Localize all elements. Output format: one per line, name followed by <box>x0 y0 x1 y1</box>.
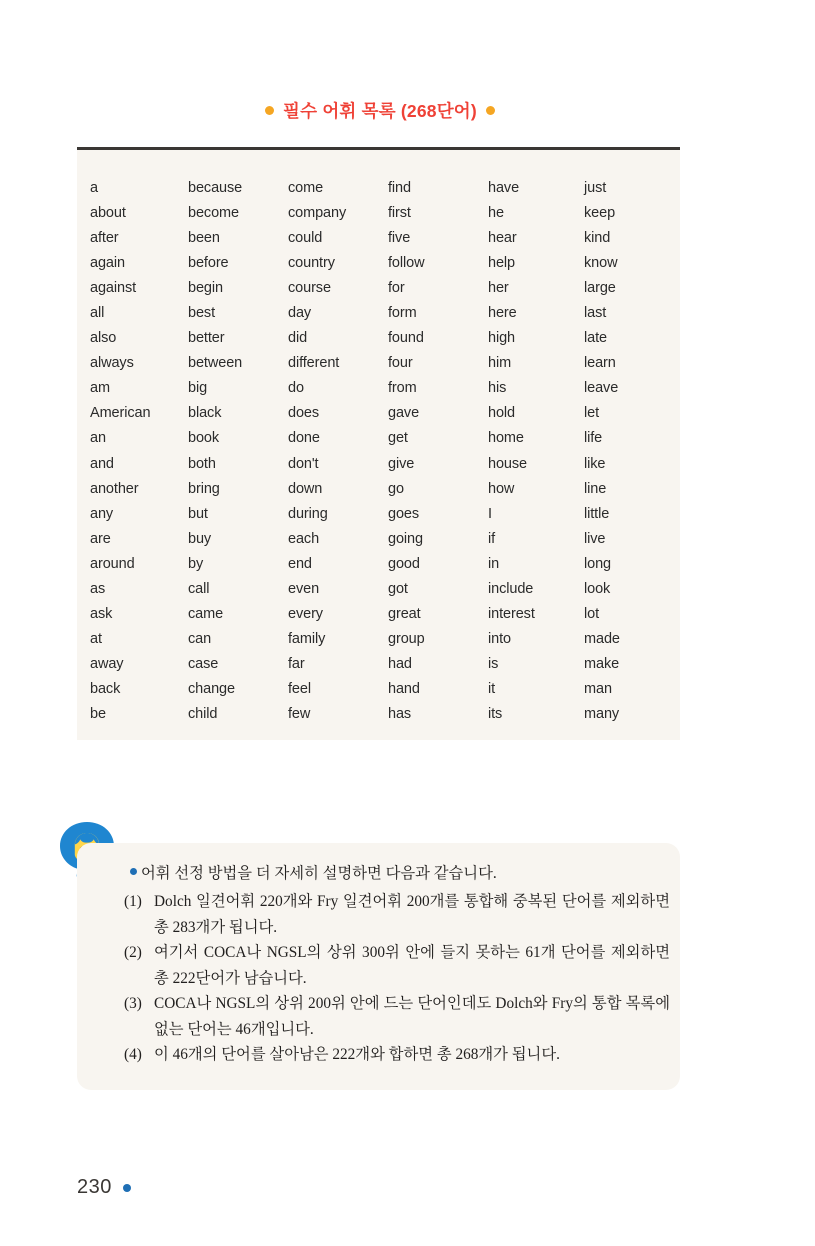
word-item: man <box>584 680 612 697</box>
word-item: his <box>488 380 507 397</box>
word-item: back <box>90 680 121 697</box>
word-item: child <box>188 705 218 722</box>
word-item: help <box>488 255 516 272</box>
word-item: done <box>288 430 320 447</box>
word-item: by <box>188 555 204 572</box>
note-content <box>124 862 670 1068</box>
word-item: bring <box>188 480 220 497</box>
word-item: did <box>288 330 308 347</box>
word-item: an <box>90 430 106 447</box>
word-item: big <box>188 380 208 397</box>
word-item: its <box>488 705 503 722</box>
word-item: away <box>90 655 124 672</box>
word-item: look <box>584 580 611 597</box>
word-item: don't <box>288 455 319 472</box>
word-item: her <box>488 280 509 297</box>
word-item: company <box>288 205 347 222</box>
word-item: even <box>288 580 320 597</box>
word-item: kind <box>584 230 611 247</box>
word-item: at <box>90 630 102 647</box>
word-item: many <box>584 705 620 722</box>
note-heading-text: 어휘 선정 방법을 더 자세히 설명하면 다음과 같습니다. <box>141 865 497 882</box>
word-item: day <box>288 305 312 322</box>
word-item: buy <box>188 530 212 547</box>
word-item: live <box>584 530 606 547</box>
word-item: include <box>488 580 534 597</box>
note-item-number: (3) <box>124 995 142 1012</box>
word-item: a <box>90 180 98 196</box>
word-item: high <box>488 330 516 347</box>
word-item: few <box>288 705 311 722</box>
word-item: are <box>90 530 111 547</box>
word-item: last <box>584 305 607 322</box>
page-title-text: 필수 어휘 목록 (268단어) <box>283 101 477 121</box>
word-item: group <box>388 630 425 647</box>
word-item: against <box>90 280 137 297</box>
page-number: 230 <box>77 1176 112 1198</box>
word-item: been <box>188 230 220 247</box>
note-heading <box>130 862 670 886</box>
word-item: late <box>584 330 607 347</box>
note-item <box>124 889 670 940</box>
word-item: he <box>488 205 504 222</box>
page-footer <box>77 1176 131 1199</box>
word-item: end <box>288 555 312 572</box>
word-item: also <box>90 330 117 347</box>
word-item: find <box>388 180 411 196</box>
word-item: hold <box>488 405 516 422</box>
word-item: five <box>388 230 411 247</box>
word-item: both <box>188 455 216 472</box>
word-item: home <box>488 430 524 447</box>
word-item: am <box>90 380 110 397</box>
word-item: begin <box>188 280 223 297</box>
word-item: does <box>288 405 320 422</box>
word-item: keep <box>584 205 616 222</box>
word-item: go <box>388 480 404 497</box>
word-item: make <box>584 655 620 672</box>
word-item: do <box>288 380 304 397</box>
word-item: always <box>90 355 134 372</box>
word-item: long <box>584 555 612 572</box>
word-item: good <box>388 555 420 572</box>
word-item: from <box>388 380 417 397</box>
word-item: here <box>488 305 517 322</box>
word-column-2 <box>188 176 288 727</box>
word-item: little <box>584 505 610 522</box>
word-list-panel <box>77 147 680 740</box>
title-dot-right-icon <box>486 106 495 115</box>
word-item: during <box>288 505 328 522</box>
word-item: life <box>584 430 603 447</box>
title-dot-left-icon <box>265 106 274 115</box>
word-item: have <box>488 180 520 196</box>
word-item: leave <box>584 380 619 397</box>
note-item <box>124 1042 670 1068</box>
word-item: has <box>388 705 412 722</box>
word-item: I <box>488 505 492 522</box>
page-title <box>0 98 760 123</box>
word-item: got <box>388 580 408 597</box>
word-item: give <box>388 455 415 472</box>
note-item-text: 여기서 COCA나 NGSL의 상위 300위 안에 들지 못하는 61개 단어를 제외하면 총 222단어가 남습니다. <box>154 944 670 987</box>
word-item: book <box>188 430 220 447</box>
word-item: how <box>488 480 515 497</box>
word-item: lot <box>584 605 600 622</box>
word-item: feel <box>288 680 311 697</box>
word-item: between <box>188 355 243 372</box>
word-item: about <box>90 205 126 222</box>
word-column-5 <box>488 176 584 727</box>
word-item: just <box>584 180 607 196</box>
word-item: is <box>488 655 499 672</box>
word-item: call <box>188 580 210 597</box>
word-item: each <box>288 530 320 547</box>
note-item <box>124 991 670 1042</box>
word-item: and <box>90 455 114 472</box>
word-item: around <box>90 555 135 572</box>
word-item: country <box>288 255 335 272</box>
word-list-grid <box>90 176 670 727</box>
word-item: all <box>90 305 105 322</box>
word-item: know <box>584 255 618 272</box>
word-item: before <box>188 255 229 272</box>
word-item: any <box>90 505 114 522</box>
word-item: but <box>188 505 208 522</box>
word-item: him <box>488 355 512 372</box>
word-item: better <box>188 330 225 347</box>
word-column-4 <box>388 176 488 727</box>
note-item-number: (4) <box>124 1046 142 1063</box>
word-item: can <box>188 630 212 647</box>
word-item: because <box>188 180 243 196</box>
word-item: come <box>288 180 324 196</box>
word-item: gave <box>388 405 420 422</box>
word-item: every <box>288 605 323 622</box>
word-column-3 <box>288 176 388 727</box>
note-item <box>124 940 670 991</box>
word-item: first <box>388 205 411 222</box>
word-item: be <box>90 705 106 722</box>
word-item: become <box>188 205 239 222</box>
word-item: into <box>488 630 511 647</box>
word-item: down <box>288 480 323 497</box>
word-item: like <box>584 455 606 472</box>
word-item: house <box>488 455 528 472</box>
word-item: as <box>90 580 106 597</box>
word-item: found <box>388 330 424 347</box>
word-item: learn <box>584 355 616 372</box>
note-bullet-icon <box>130 868 137 875</box>
word-item: American <box>90 405 151 422</box>
word-item: if <box>488 530 496 547</box>
word-item: interest <box>488 605 535 622</box>
word-column-1 <box>90 176 188 727</box>
word-item: again <box>90 255 125 272</box>
word-column-6 <box>584 176 670 727</box>
word-item: get <box>388 430 408 447</box>
word-item: change <box>188 680 235 697</box>
word-item: hand <box>388 680 420 697</box>
word-item: black <box>188 405 222 422</box>
word-item: going <box>388 530 423 547</box>
note-item-text: Dolch 일견어휘 220개와 Fry 일견어휘 200개를 통합해 중복된 단어를 제외하면 총 283개가 됩니다. <box>154 893 670 936</box>
word-item: four <box>388 355 413 372</box>
word-item: course <box>288 280 331 297</box>
note-item-number: (1) <box>124 893 142 910</box>
word-item: had <box>388 655 412 672</box>
word-item: case <box>188 655 219 672</box>
word-item: far <box>288 655 305 672</box>
word-item: for <box>388 280 405 297</box>
word-item: best <box>188 305 216 322</box>
word-item: came <box>188 605 224 622</box>
word-item: great <box>388 605 421 622</box>
note-item-text: 이 46개의 단어를 살아남은 222개와 합하면 총 268개가 됩니다. <box>154 1046 560 1063</box>
word-item: hear <box>488 230 517 247</box>
note-item-text: COCA나 NGSL의 상위 200위 안에 드는 단어인데도 Dolch와 Fry의 통합 목록에 없는 단어는 46개입니다. <box>154 995 670 1038</box>
word-item: made <box>584 630 620 647</box>
word-item: after <box>90 230 119 247</box>
note-item-list <box>124 889 670 1068</box>
word-item: in <box>488 555 500 572</box>
word-item: another <box>90 480 139 497</box>
word-item: follow <box>388 255 425 272</box>
word-item: ask <box>90 605 113 622</box>
note-item-number: (2) <box>124 944 142 961</box>
word-item: family <box>288 630 326 647</box>
page-number-dot-icon <box>123 1184 131 1192</box>
word-item: different <box>288 355 340 372</box>
word-item: it <box>488 680 496 697</box>
word-item: large <box>584 280 616 297</box>
word-item: goes <box>388 505 420 522</box>
word-item: line <box>584 480 607 497</box>
word-item: could <box>288 230 323 247</box>
word-item: let <box>584 405 600 422</box>
word-item: form <box>388 305 417 322</box>
